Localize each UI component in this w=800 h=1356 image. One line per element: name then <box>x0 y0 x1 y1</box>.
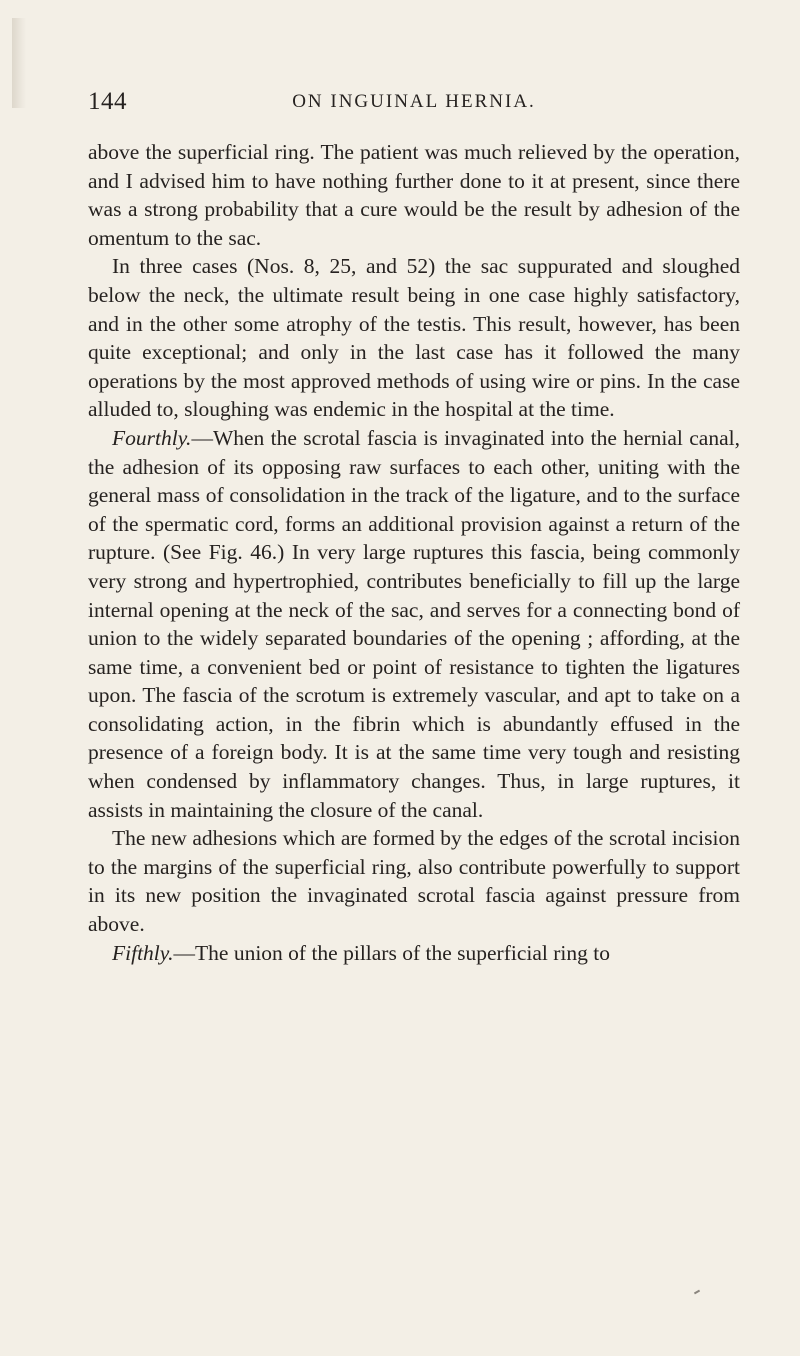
paragraph-2: In three cases (Nos. 8, 25, and 52) the sac suppurated and sloughed below the neck, the ultimate result being in one case highly satisfactory, and in the other some atrophy of the testis. This result, however, has been quite exceptional; and only in the last case has it followed the many operations by the most approved methods of using wire or pins. In the case alluded to, sloughing was endemic in the hospital at the time. <box>88 254 740 422</box>
paragraph-3 <box>88 424 740 824</box>
paragraph-3-lead: Fourthly. <box>112 425 192 450</box>
paragraph-4: The new adhesions which are formed by the edges of the scrotal incision to the margins of the superficial ring, also contribute powerfully to support in its new position the invaginated scrotal fascia against pressure from above. <box>88 826 740 937</box>
body-text <box>88 138 740 967</box>
ink-speck <box>694 1290 700 1295</box>
paragraph-5-text: —The union of the pillars of the superficial ring to <box>173 940 610 965</box>
page-number: 144 <box>88 88 127 115</box>
page-edge-shadow <box>12 18 26 108</box>
paragraph-3-text: —When the scrotal fascia is invaginated into the hernial canal, the adhesion of its opposing raw surfaces to each other, uniting with the general mass of consolidation in the track of the ligature, and to the surface of the spermatic cord, forms an additional provision against a return of the rupture. (See Fig. 46.) In very large ruptures this fascia, being commonly very strong and hypertrophied, contributes beneficially to fill up the large internal opening at the neck of the sac, and serves for a connecting bond of union to the widely separated boundaries of the opening ; affording, at the same time, a convenient bed or point of resistance to tighten the ligatures upon. The fascia of the scrotum is extremely vascular, and apt to take on a consolidating action, in the fibrin which is abundantly effused in the presence of a foreign body. It is at the same time very tough and resisting when condensed by inflammatory changes. Thus, in large ruptures, it assists in maintaining the closure of the canal. <box>88 425 740 822</box>
paragraph-5 <box>88 939 740 968</box>
paragraph-5-lead: Fifthly. <box>112 940 174 965</box>
running-head: ON INGUINAL HERNIA. <box>292 91 536 112</box>
page-header <box>88 88 740 116</box>
paragraph-1: above the superficial ring. The patient was much relieved by the operation, and I advised him to have nothing further done to it at present, since there was a strong probability that a cure would be the result by adhesion of the omentum to the sac. <box>88 140 740 250</box>
